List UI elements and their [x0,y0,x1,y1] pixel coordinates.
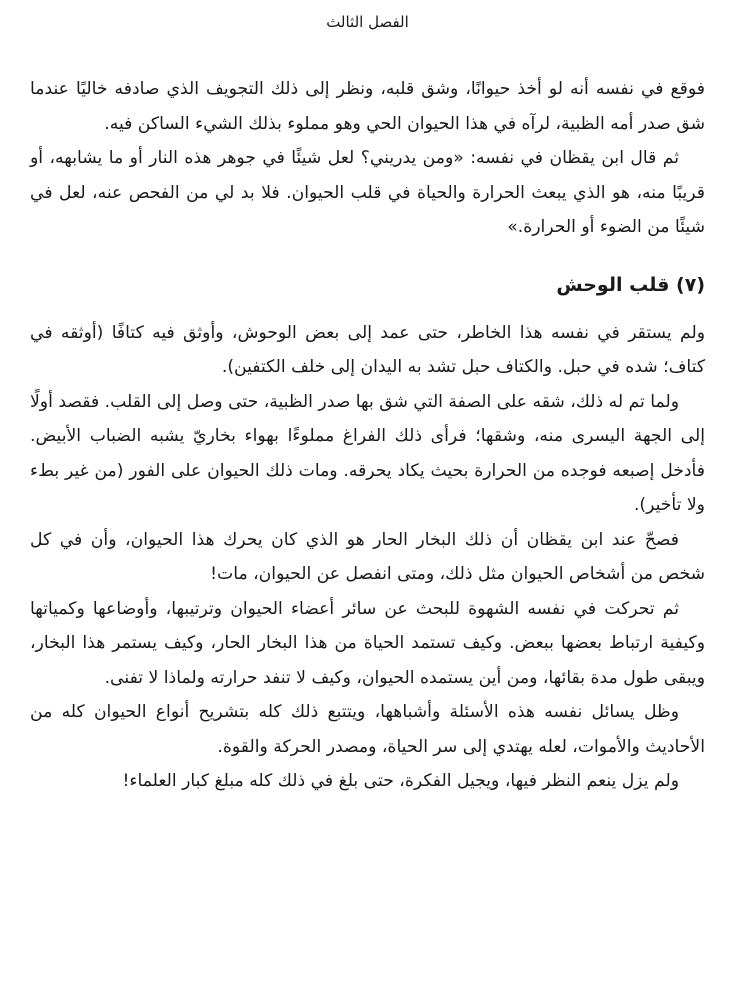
paragraph-section-5: وظل يسائل نفسه هذه الأسئلة وأشباهها، ويتتبع ذلك كله بتشريح أنواع الحيوان كله من الأحاديث والأموات، لعله يهتدي إلى سر الحياة، ومصدر الحركة والقوة. [30,702,705,757]
paragraph-section-4: ثم تحركت في نفسه الشهوة للبحث عن سائر أعضاء الحيوان وترتيبها، وأوضاعها وكمياتها وكيفية ارتباط بعضها ببعض. وكيف تستمد الحياة من هذا البخار الحار، وكيف يستمر هذا البخار، ويبقى طول مدة بقائها، ومن أين يستمده الحيوان، وكيف لا تنفد حرارته ولماذا لا تفنى. [30,598,705,688]
paragraph-section-2: ولما تم له ذلك، شقه على الصفة التي شق بها صدر الظبية، حتى وصل إلى القلب. فقصد أولًا إلى الجهة اليسرى منه، وشقها؛ فرأى ذلك الفراغ مملوءًا بهواء بخاريّ يشبه الضباب الأبيض. فأدخل إصبعه فوجده من الحرارة بحيث يكاد يحرقه. ومات ذلك الحيوان على الفور (من غير بطء ولا تأخير). [30,391,705,515]
paragraph-section-3: فصحّ عند ابن يقظان أن ذلك البخار الحار هو الذي كان يحرك هذا الحيوان، وأن في كل شخص من أشخاص الحيوان مثل ذلك، ومتى انفصل عن الحيوان، مات! [30,529,705,584]
paragraph-intro-2: ثم قال ابن يقظان في نفسه: «ومن يدريني؟ لعل شيئًا في جوهر هذه النار أو ما يشابهه، أو قريبًا منه، هو الذي يبعث الحرارة والحياة في قلب الحيوان. فلا بد لي من الفحص عنه، لعل في شيئًا من الضوء أو الحرارة.» [30,148,705,237]
paragraph-section-6: ولم يزل ينعم النظر فيها، ويجيل الفكرة، حتى بلغ في ذلك كله مبلغ كبار العلماء! [122,771,679,791]
intro-text [30,72,705,245]
section-body [30,316,705,799]
section-heading: (٧) قلب الوحش [556,273,705,296]
chapter-running-header: الفصل الثالث [326,13,409,31]
paragraph-section-1: ولم يستقر في نفسه هذا الخاطر، حتى عمد إلى بعض الوحوش، وأوثق فيه كتافًا (أوثقه في كتاف؛ شده في حبل. والكتاف حبل تشد به اليدان إلى خلف الكتفين). [30,322,705,377]
paragraph-intro-1: فوقع في نفسه أنه لو أخذ حيوانًا، وشق قلبه، ونظر إلى ذلك التجويف الذي صادفه خاليًا عندما شق صدر أمه الظبية، لرآه في هذا الحيوان الحي وهو مملوء بذلك الشيء الساكن فيه. [30,79,705,134]
